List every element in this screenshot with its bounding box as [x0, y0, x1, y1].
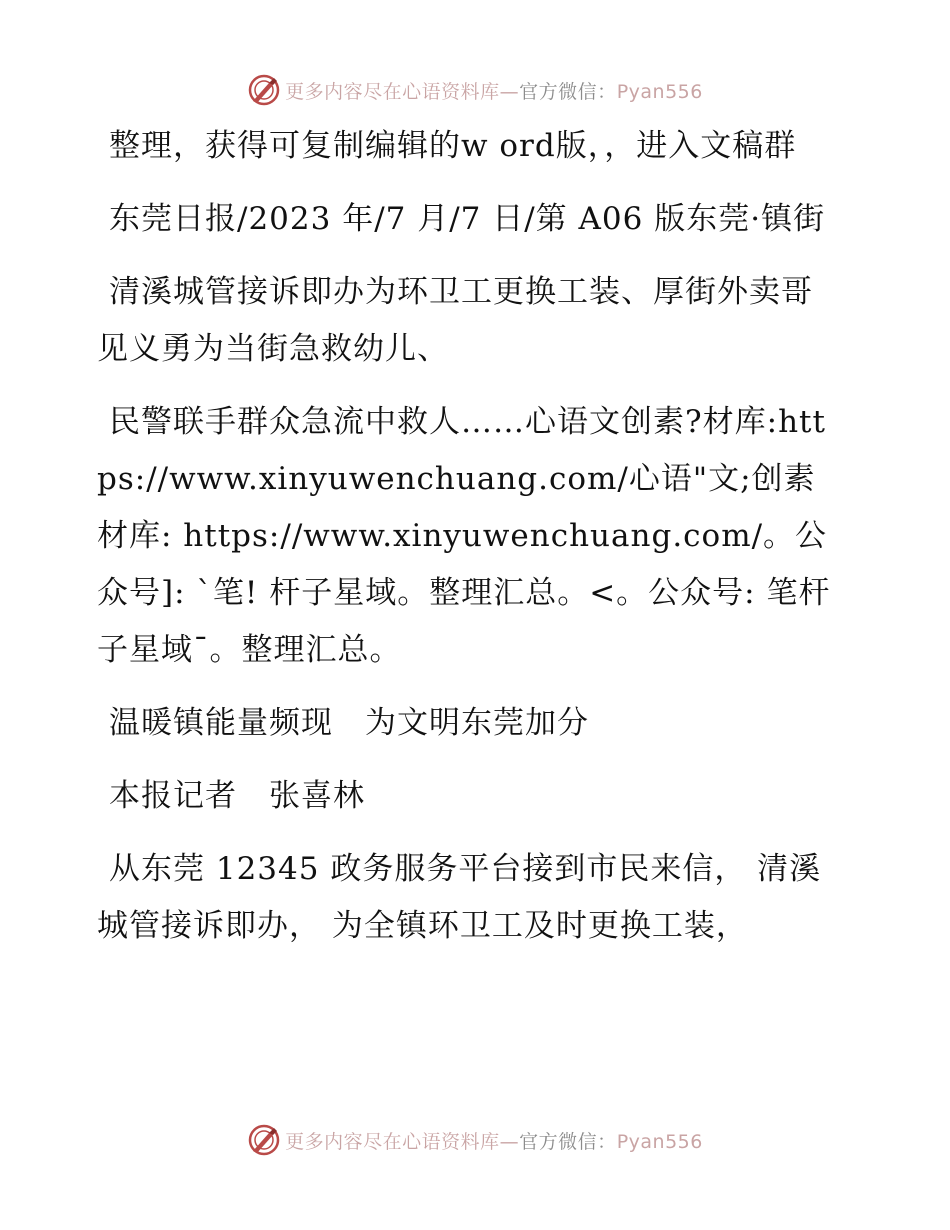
- paragraph: 整理，获得可复制编辑的w ord版，，进入文稿群: [109, 128, 797, 164]
- watermark-prefix: 更多内容尽在心语资料库—: [285, 1130, 520, 1153]
- footer-watermark-banner: [0, 1120, 950, 1160]
- paragraph: 东莞日报/2023 年/7 月/7 日/第 A06 版东莞·镇街: [109, 201, 826, 237]
- byline: 本报记者 张喜林: [109, 778, 365, 814]
- wechat-id: Pyan556: [616, 1130, 703, 1153]
- header-watermark-banner: [0, 70, 950, 110]
- headline: 温暖镇能量频现 为文明东莞加分: [109, 705, 589, 741]
- paragraph: 民警联手群众急流中救人……心语文创素?材库:https://www.xinyuwenchuang.com/心语"文;创素材库: https://www.xinyuwenchuang.com/。公众号]: `笔! 杆子星域。整理汇总。<。公众号: 笔杆子星域¯。整理汇总。: [97, 404, 831, 668]
- watermark-text: [285, 1127, 703, 1154]
- paragraph: 清溪城管接诉即办为环卫工更换工装、厚街外卖哥见义勇为当街急救幼儿、: [97, 274, 813, 367]
- wechat-label: 官方微信：: [519, 80, 617, 103]
- pen-logo-icon: [247, 73, 281, 107]
- watermark-text: [285, 77, 703, 104]
- pen-logo-icon: [247, 1123, 281, 1157]
- article-body: [97, 118, 837, 971]
- wechat-id: Pyan556: [616, 80, 703, 103]
- paragraph: 从东莞 12345 政务服务平台接到市民来信， 清溪城管接诉即办， 为全镇环卫工及时更换工装，: [97, 851, 822, 944]
- wechat-label: 官方微信：: [519, 1130, 617, 1153]
- watermark-prefix: 更多内容尽在心语资料库—: [285, 80, 520, 103]
